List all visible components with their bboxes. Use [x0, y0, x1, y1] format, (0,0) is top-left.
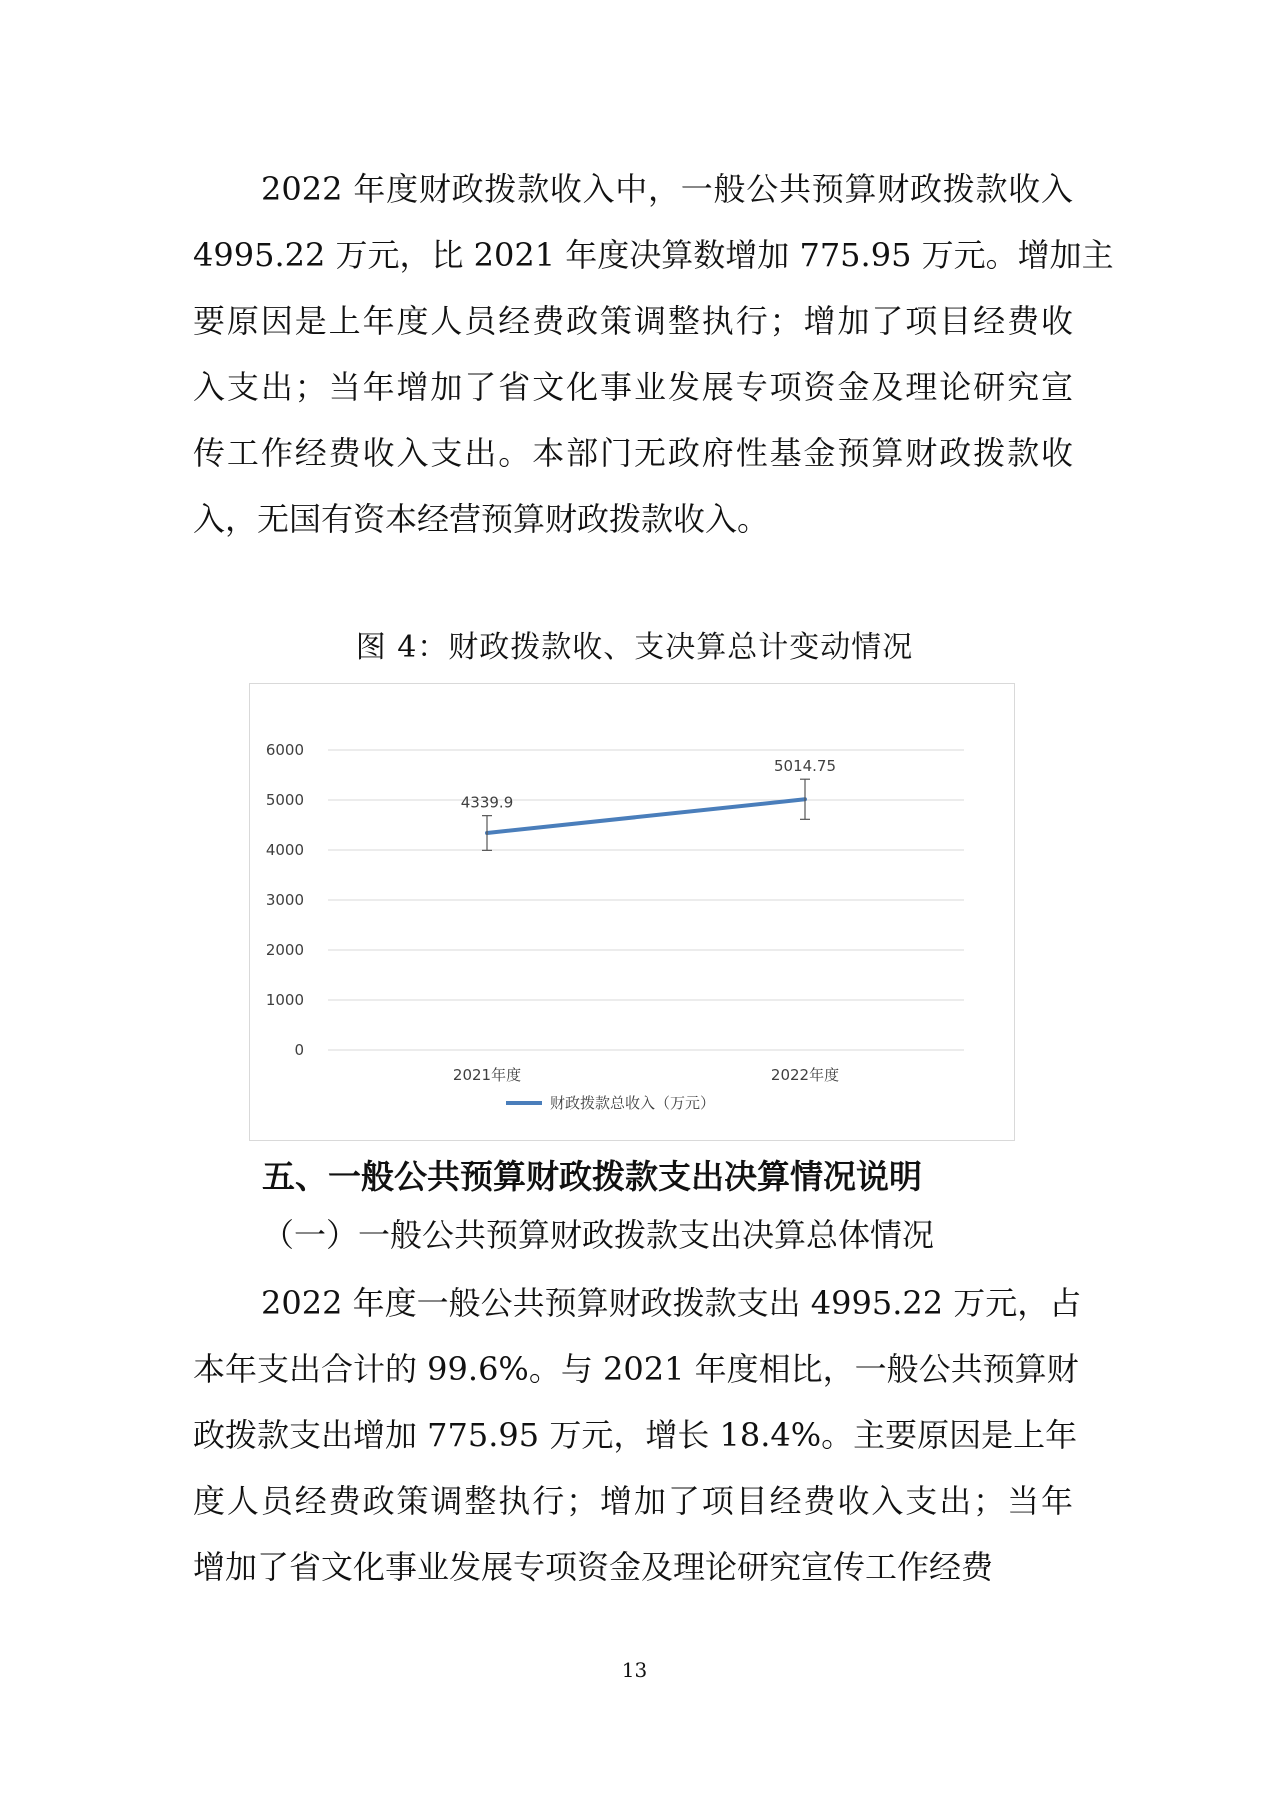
figure-caption: 图 4：财政拨款收、支决算总计变动情况 [355, 630, 914, 665]
text-line: 增加了省文化事业发展专项资金及理论研究宣传工作经费 [193, 1548, 994, 1586]
y-tick-label: 6000 [265, 741, 304, 759]
paragraph-general-budget-expenditure [193, 1270, 1082, 1600]
y-tick-label: 3000 [265, 891, 304, 909]
subsection-heading: （一）一般公共预算财政拨款支出决算总体情况 [262, 1216, 935, 1254]
y-tick-label: 1000 [265, 991, 304, 1009]
text-line: 度人员经费政策调整执行；增加了项目经费收入支出；当年 [193, 1482, 1073, 1520]
x-tick-label: 2022年度 [770, 1066, 840, 1084]
data-label: 5014.75 [773, 757, 837, 776]
line-chart [249, 683, 1015, 1141]
paragraph-appropriation-income [193, 156, 1114, 552]
chart-svg [250, 684, 1014, 1140]
text-line: 入支出；当年增加了省文化事业发展专项资金及理论研究宣 [193, 368, 1073, 406]
y-tick-label: 2000 [265, 941, 304, 959]
text-line: 政拨款支出增加 775.95 万元，增长 18.4%。主要原因是上年 [193, 1416, 1078, 1454]
y-tick-label: 5000 [265, 791, 304, 809]
text-line: 传工作经费收入支出。本部门无政府性基金预算财政拨款收 [193, 434, 1073, 472]
text-line: 入，无国有资本经营预算财政拨款收入。 [193, 500, 770, 538]
text-line: 2022 年度财政拨款收入中，一般公共预算财政拨款收入 [261, 170, 1073, 208]
text-line: 4995.22 万元，比 2021 年度决算数增加 775.95 万元。增加主 [193, 236, 1114, 274]
y-tick-label: 0 [294, 1041, 304, 1059]
x-tick-label: 2021年度 [452, 1066, 522, 1084]
y-tick-label: 4000 [265, 841, 304, 859]
section-heading: 五、一般公共预算财政拨款支出决算情况说明 [262, 1157, 922, 1196]
text-line: 本年支出合计的 99.6%。与 2021 年度相比，一般公共预算财 [193, 1350, 1079, 1388]
legend-label: 财政拨款总收入（万元） [550, 1094, 716, 1112]
series-line [487, 799, 805, 833]
page-number: 13 [621, 1658, 648, 1682]
data-label: 4339.9 [460, 793, 514, 812]
text-line: 要原因是上年度人员经费政策调整执行；增加了项目经费收 [193, 302, 1073, 340]
text-line: 2022 年度一般公共预算财政拨款支出 4995.22 万元，占 [261, 1284, 1082, 1322]
